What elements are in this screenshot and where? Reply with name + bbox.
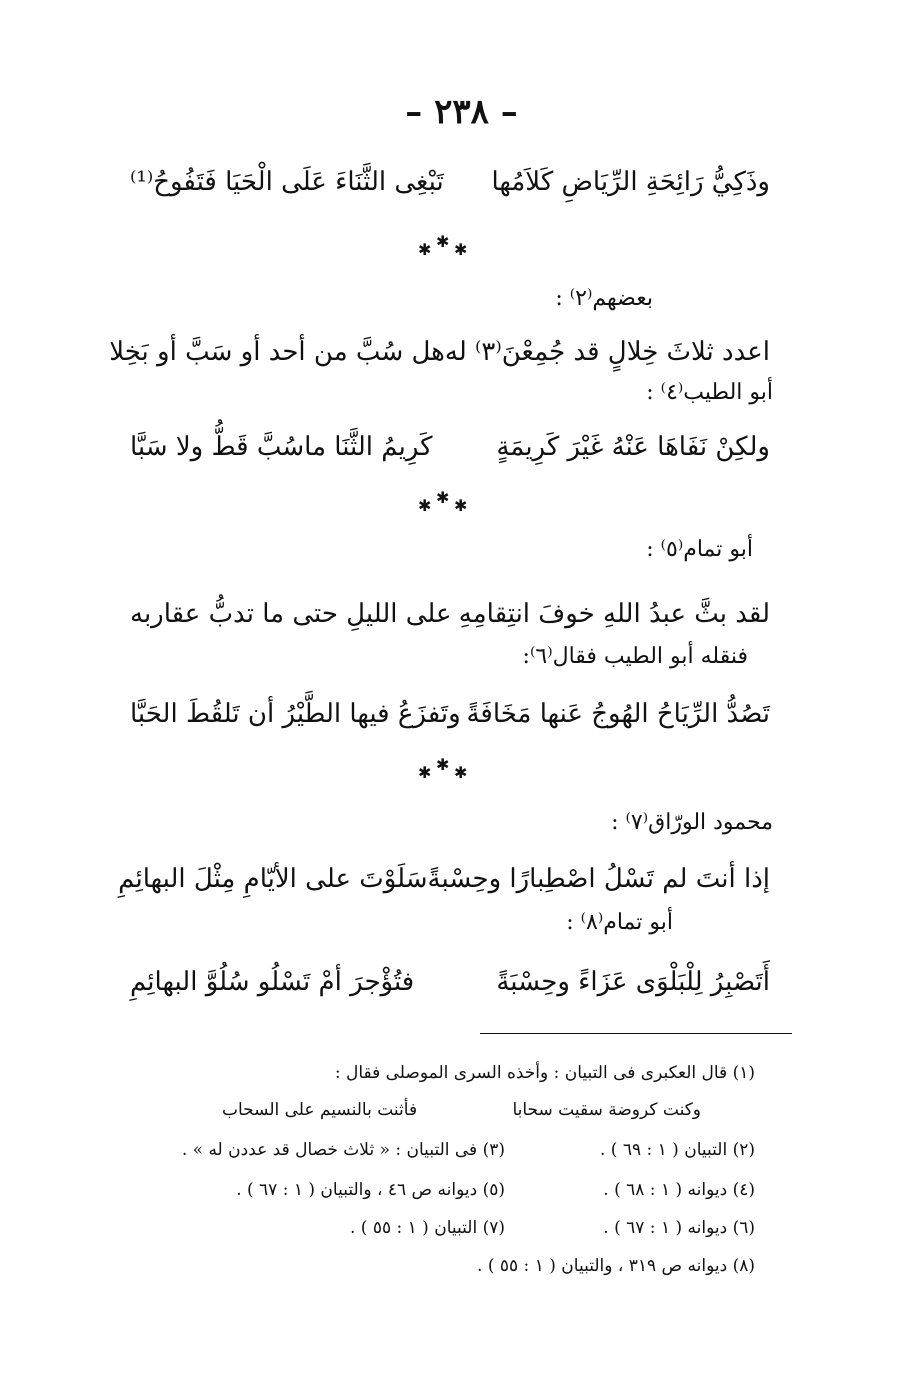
section1-verse2 (130, 425, 770, 469)
footnote-divider (480, 1033, 792, 1034)
section1-heading: بعضهم⁽٢⁾ : (555, 286, 653, 311)
section2-heading2: فنقله أبو الطيب فقال⁽٦⁾: (522, 644, 748, 669)
section2-verse2-right-hemistich: تَصُدُّ الرِّيَاحُ الهُوجُ عَنها مَخَافَةً (466, 699, 770, 729)
section1-verse2-left-hemistich: كَرِيمُ الثَّنَا ماسُبَّ قَطُّ ولا سَبَّا (130, 432, 433, 462)
page-number: – ٢٣٨ – (405, 92, 518, 132)
section3-heading2: أبو تمام⁽٨⁾ : (566, 910, 673, 935)
footnote-6: (٦) ديوانه ( ١ : ٦٧ ) . (603, 1218, 755, 1238)
footnote-4: (٤) ديوانه ( ١ : ٦٨ ) . (603, 1180, 755, 1200)
footnote-2: (٢) التبيان ( ١ : ٦٩ ) . (599, 1140, 755, 1160)
footnote-3: (٣) فى التبيان : « ثلاث خصال قد عددن له » . (181, 1140, 505, 1160)
section1-verse2-right-hemistich: ولكِنْ نَفَاهَا عَنْهُ غَيْرَ كَرِيمَةٍ (496, 432, 770, 462)
section1-verse-left-hemistich: هل سُبَّ من أحد أو سَبَّ أو بَخِلا (109, 337, 445, 367)
section2-heading: أبو تمام⁽٥⁾ : (646, 537, 753, 562)
section3-verse2-left-hemistich: فتُؤْجرَ أمْ تَسْلُو سُلُوَّ البهائِمِ (130, 967, 415, 997)
section3-verse2-right-hemistich: أَتَصْبِرُ لِلْبَلْوَى عَزَاءً وحِسْبَةً (496, 967, 770, 997)
section3-verse2 (130, 960, 770, 1004)
section-divider-stars-1: ✱ ✱ ✱ (418, 232, 468, 259)
footnote-1: (١) قال العكبرى فى التبيان : وأخذه السرى الموصلى فقال : (334, 1063, 755, 1083)
section3-verse-right-hemistich: إذا أنتَ لم تَسْلُ اصْطِبارًا وحِسْبةً (427, 864, 770, 894)
section1-heading2: أبو الطيب⁽٤⁾ : (646, 380, 773, 405)
section3-verse-left-hemistich: سَلَوْتَ على الأيّامِ مِثْلَ البهائِمِ (118, 864, 428, 894)
section-divider-stars-3: ✱ ✱ ✱ (418, 755, 468, 782)
footnote-5: (٥) ديوانه ص ٤٦ ، والتبيان ( ١ : ٦٧ ) . (236, 1180, 505, 1200)
footnote-7: (٧) التبيان ( ١ : ٥٥ ) . (349, 1218, 505, 1238)
section1-verse-right-hemistich: اعدد ثلاثَ خِلالٍ قد جُمِعْنَ⁽٣⁾ له (444, 337, 770, 367)
footnote-8: (٨) ديوانه ص ٣١٩ ، والتبيان ( ١ : ٥٥ ) . (477, 1256, 755, 1276)
section3-verse (118, 857, 770, 901)
section2-verse-right-hemistich: لقد بثَّ عبدُ اللهِ خوفَ انتِقامِهِ (458, 599, 770, 629)
verse-top-right-hemistich: وذَكِيُّ رَائِحَةِ الرِّيَاضِ كَلاَمُها (491, 167, 770, 197)
section2-verse2 (130, 692, 770, 736)
section2-verse-left-hemistich: على الليلِ حتى ما تدبُّ عقاربه (130, 599, 452, 629)
footnote-1-verse-left: فأثنت بالنسيم على السحاب (222, 1100, 418, 1120)
section1-verse (109, 330, 770, 374)
section2-verse (130, 592, 770, 636)
section2-verse2-left-hemistich: وتَفزَعُ فيها الطَّيْرُ أن تَلقُطَ الحَبَّا (130, 699, 461, 729)
footnote-1-verse-right: وكنت كروضة سقيت سحابا (512, 1100, 701, 1120)
section-divider-stars-2: ✱ ✱ ✱ (418, 488, 468, 515)
verse-top-left-hemistich: تَبْغِى الثَّنَاءَ عَلَى الْحَيَا فَتَفُوحُ⁽¹⁾ (130, 167, 444, 197)
verse-top (130, 160, 770, 204)
section3-heading: محمود الورّاق⁽٧⁾ : (611, 810, 773, 835)
